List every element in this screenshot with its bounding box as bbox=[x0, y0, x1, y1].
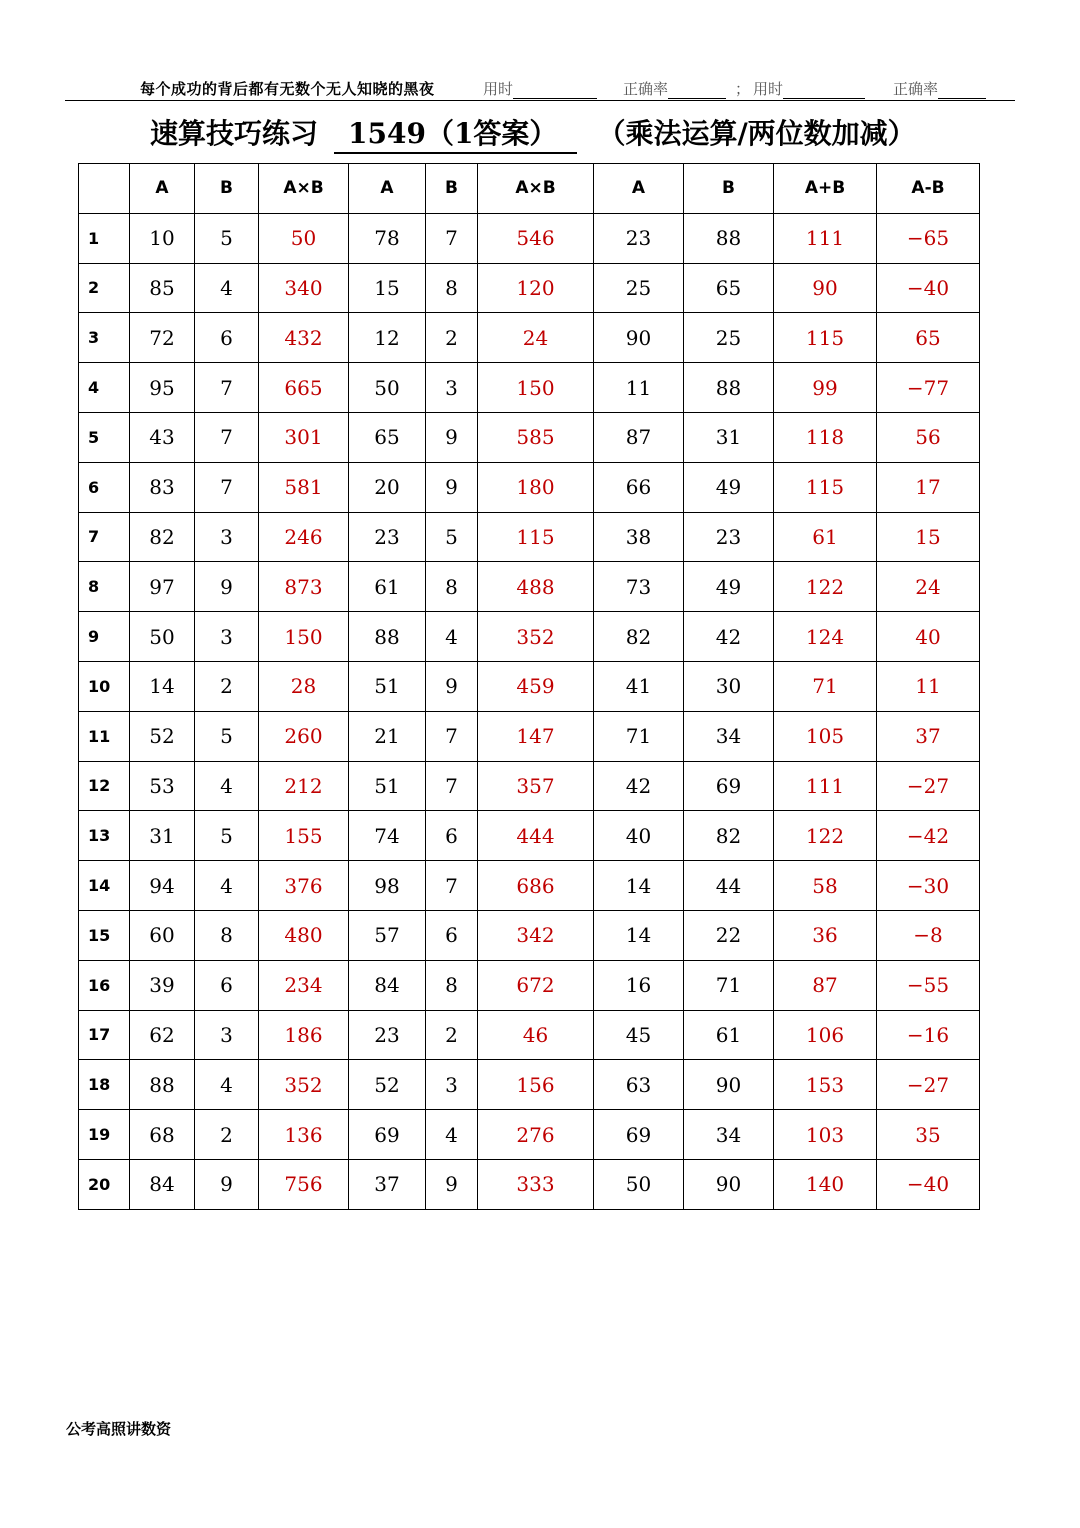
operand-cell: 94 bbox=[130, 861, 195, 911]
operand-cell: 78 bbox=[349, 213, 426, 263]
operand-cell: 14 bbox=[594, 910, 684, 960]
operand-cell: 7 bbox=[195, 363, 259, 413]
operand-cell: 40 bbox=[594, 811, 684, 861]
row-number: 11 bbox=[79, 711, 130, 761]
row-number: 7 bbox=[79, 512, 130, 562]
table-header-row bbox=[79, 164, 980, 214]
operand-cell: 88 bbox=[684, 213, 774, 263]
column-header-axb-6: A×B bbox=[478, 164, 594, 214]
accuracy-label-1: 正确率 bbox=[623, 80, 669, 98]
answer-cell: 118 bbox=[774, 412, 877, 462]
answer-cell: 756 bbox=[259, 1159, 349, 1209]
answer-cell: −8 bbox=[877, 910, 980, 960]
operand-cell: 2 bbox=[426, 313, 478, 363]
answer-cell: 340 bbox=[259, 263, 349, 313]
answer-cell: 140 bbox=[774, 1159, 877, 1209]
answer-cell: 333 bbox=[478, 1159, 594, 1209]
answer-cell: −42 bbox=[877, 811, 980, 861]
answer-cell: 432 bbox=[259, 313, 349, 363]
answer-cell: 15 bbox=[877, 512, 980, 562]
answer-cell: 546 bbox=[478, 213, 594, 263]
operand-cell: 4 bbox=[426, 1110, 478, 1160]
operand-cell: 20 bbox=[349, 462, 426, 512]
answer-cell: 37 bbox=[877, 711, 980, 761]
operand-cell: 71 bbox=[594, 711, 684, 761]
operand-cell: 65 bbox=[684, 263, 774, 313]
table-row bbox=[79, 1010, 980, 1060]
answer-cell: 24 bbox=[877, 562, 980, 612]
answer-cell: 87 bbox=[774, 960, 877, 1010]
answer-cell: −16 bbox=[877, 1010, 980, 1060]
operand-cell: 57 bbox=[349, 910, 426, 960]
row-number: 20 bbox=[79, 1159, 130, 1209]
row-number: 3 bbox=[79, 313, 130, 363]
operand-cell: 3 bbox=[195, 512, 259, 562]
operand-cell: 23 bbox=[684, 512, 774, 562]
operand-cell: 90 bbox=[594, 313, 684, 363]
table-row bbox=[79, 1060, 980, 1110]
answer-cell: 352 bbox=[478, 612, 594, 662]
answer-cell: 56 bbox=[877, 412, 980, 462]
operand-cell: 5 bbox=[426, 512, 478, 562]
operand-cell: 52 bbox=[130, 711, 195, 761]
answer-cell: 672 bbox=[478, 960, 594, 1010]
column-header-index-0 bbox=[79, 164, 130, 214]
operand-cell: 71 bbox=[684, 960, 774, 1010]
operand-cell: 9 bbox=[195, 1159, 259, 1209]
operand-cell: 4 bbox=[195, 761, 259, 811]
answer-cell: −27 bbox=[877, 761, 980, 811]
answer-cell: 136 bbox=[259, 1110, 349, 1160]
operand-cell: 37 bbox=[349, 1159, 426, 1209]
answer-cell: 90 bbox=[774, 263, 877, 313]
operand-cell: 49 bbox=[684, 562, 774, 612]
operand-cell: 25 bbox=[594, 263, 684, 313]
operand-cell: 60 bbox=[130, 910, 195, 960]
title-number: 1549（1答案） bbox=[334, 112, 577, 154]
operand-cell: 3 bbox=[426, 363, 478, 413]
operand-cell: 52 bbox=[349, 1060, 426, 1110]
accuracy-field-2 bbox=[893, 78, 986, 99]
operand-cell: 88 bbox=[130, 1060, 195, 1110]
answer-cell: 459 bbox=[478, 661, 594, 711]
answer-cell: 115 bbox=[478, 512, 594, 562]
table-row bbox=[79, 313, 980, 363]
operand-cell: 34 bbox=[684, 711, 774, 761]
answer-cell: 99 bbox=[774, 363, 877, 413]
operand-cell: 14 bbox=[130, 661, 195, 711]
operand-cell: 8 bbox=[426, 562, 478, 612]
time-field-2 bbox=[753, 78, 865, 99]
operand-cell: 14 bbox=[594, 861, 684, 911]
time-blank-2[interactable] bbox=[783, 84, 865, 99]
answer-cell: 342 bbox=[478, 910, 594, 960]
answer-cell: 65 bbox=[877, 313, 980, 363]
answer-cell: −55 bbox=[877, 960, 980, 1010]
operand-cell: 88 bbox=[684, 363, 774, 413]
operand-cell: 42 bbox=[594, 761, 684, 811]
answer-cell: 105 bbox=[774, 711, 877, 761]
field-separator: ； bbox=[735, 80, 751, 98]
operand-cell: 8 bbox=[426, 960, 478, 1010]
operand-cell: 69 bbox=[684, 761, 774, 811]
operand-cell: 69 bbox=[349, 1110, 426, 1160]
row-number: 8 bbox=[79, 562, 130, 612]
row-number: 9 bbox=[79, 612, 130, 662]
operand-cell: 25 bbox=[684, 313, 774, 363]
practice-table bbox=[78, 163, 980, 1210]
answer-cell: 111 bbox=[774, 761, 877, 811]
answer-cell: 115 bbox=[774, 462, 877, 512]
operand-cell: 9 bbox=[426, 1159, 478, 1209]
operand-cell: 50 bbox=[349, 363, 426, 413]
answer-cell: 686 bbox=[478, 861, 594, 911]
answer-cell: 585 bbox=[478, 412, 594, 462]
answer-cell: 115 bbox=[774, 313, 877, 363]
row-number: 12 bbox=[79, 761, 130, 811]
operand-cell: 39 bbox=[130, 960, 195, 1010]
operand-cell: 9 bbox=[426, 462, 478, 512]
answer-cell: 665 bbox=[259, 363, 349, 413]
operand-cell: 73 bbox=[594, 562, 684, 612]
time-label-2: 用时 bbox=[753, 80, 784, 98]
operand-cell: 4 bbox=[195, 861, 259, 911]
table-row bbox=[79, 1159, 980, 1209]
answer-cell: 111 bbox=[774, 213, 877, 263]
operand-cell: 21 bbox=[349, 711, 426, 761]
answer-cell: −30 bbox=[877, 861, 980, 911]
operand-cell: 3 bbox=[426, 1060, 478, 1110]
column-header-a-plus-b-9: A+B bbox=[774, 164, 877, 214]
operand-cell: 34 bbox=[684, 1110, 774, 1160]
operand-cell: 2 bbox=[195, 1110, 259, 1160]
operand-cell: 51 bbox=[349, 761, 426, 811]
table-row bbox=[79, 910, 980, 960]
operand-cell: 68 bbox=[130, 1110, 195, 1160]
operand-cell: 49 bbox=[684, 462, 774, 512]
answer-cell: 17 bbox=[877, 462, 980, 512]
operand-cell: 7 bbox=[426, 761, 478, 811]
answer-cell: 873 bbox=[259, 562, 349, 612]
operand-cell: 72 bbox=[130, 313, 195, 363]
operand-cell: 42 bbox=[684, 612, 774, 662]
column-header-axb-3: A×B bbox=[259, 164, 349, 214]
answer-cell: 11 bbox=[877, 661, 980, 711]
time-blank-1[interactable] bbox=[513, 84, 597, 99]
accuracy-label-2: 正确率 bbox=[893, 80, 939, 98]
operand-cell: 69 bbox=[594, 1110, 684, 1160]
table-row bbox=[79, 661, 980, 711]
answer-cell: −27 bbox=[877, 1060, 980, 1110]
answer-cell: 46 bbox=[478, 1010, 594, 1060]
operand-cell: 65 bbox=[349, 412, 426, 462]
operand-cell: 23 bbox=[594, 213, 684, 263]
answer-cell: 488 bbox=[478, 562, 594, 612]
row-number: 1 bbox=[79, 213, 130, 263]
answer-cell: 155 bbox=[259, 811, 349, 861]
operand-cell: 84 bbox=[349, 960, 426, 1010]
operand-cell: 83 bbox=[130, 462, 195, 512]
row-number: 15 bbox=[79, 910, 130, 960]
row-number: 14 bbox=[79, 861, 130, 911]
answer-cell: 480 bbox=[259, 910, 349, 960]
row-number: 18 bbox=[79, 1060, 130, 1110]
table-row bbox=[79, 363, 980, 413]
answer-cell: −40 bbox=[877, 1159, 980, 1209]
accuracy-blank-2[interactable] bbox=[938, 84, 986, 99]
operand-cell: 8 bbox=[195, 910, 259, 960]
operand-cell: 44 bbox=[684, 861, 774, 911]
operand-cell: 15 bbox=[349, 263, 426, 313]
table-row bbox=[79, 761, 980, 811]
operand-cell: 53 bbox=[130, 761, 195, 811]
operand-cell: 7 bbox=[426, 213, 478, 263]
operand-cell: 22 bbox=[684, 910, 774, 960]
answer-cell: 260 bbox=[259, 711, 349, 761]
answer-cell: −77 bbox=[877, 363, 980, 413]
table-row bbox=[79, 412, 980, 462]
operand-cell: 82 bbox=[594, 612, 684, 662]
operand-cell: 38 bbox=[594, 512, 684, 562]
answer-cell: 357 bbox=[478, 761, 594, 811]
operand-cell: 30 bbox=[684, 661, 774, 711]
row-number: 19 bbox=[79, 1110, 130, 1160]
operand-cell: 61 bbox=[684, 1010, 774, 1060]
table-row bbox=[79, 861, 980, 911]
operand-cell: 31 bbox=[130, 811, 195, 861]
answer-cell: 40 bbox=[877, 612, 980, 662]
answer-cell: 36 bbox=[774, 910, 877, 960]
column-header-b-5: B bbox=[426, 164, 478, 214]
answer-cell: 180 bbox=[478, 462, 594, 512]
operand-cell: 6 bbox=[195, 313, 259, 363]
answer-cell: 103 bbox=[774, 1110, 877, 1160]
operand-cell: 8 bbox=[426, 263, 478, 313]
row-number: 16 bbox=[79, 960, 130, 1010]
operand-cell: 87 bbox=[594, 412, 684, 462]
operand-cell: 6 bbox=[426, 910, 478, 960]
time-field-1 bbox=[483, 78, 597, 99]
operand-cell: 50 bbox=[594, 1159, 684, 1209]
operand-cell: 23 bbox=[349, 1010, 426, 1060]
operand-cell: 66 bbox=[594, 462, 684, 512]
table-row bbox=[79, 612, 980, 662]
page-title bbox=[150, 112, 916, 152]
operand-cell: 82 bbox=[130, 512, 195, 562]
operand-cell: 4 bbox=[195, 1060, 259, 1110]
answer-cell: 120 bbox=[478, 263, 594, 313]
operand-cell: 2 bbox=[195, 661, 259, 711]
answer-cell: 444 bbox=[478, 811, 594, 861]
answer-cell: −40 bbox=[877, 263, 980, 313]
answer-cell: 376 bbox=[259, 861, 349, 911]
operand-cell: 51 bbox=[349, 661, 426, 711]
operand-cell: 9 bbox=[195, 562, 259, 612]
table-body bbox=[79, 213, 980, 1209]
operand-cell: 95 bbox=[130, 363, 195, 413]
operand-cell: 84 bbox=[130, 1159, 195, 1209]
operand-cell: 82 bbox=[684, 811, 774, 861]
operand-cell: 98 bbox=[349, 861, 426, 911]
row-number: 4 bbox=[79, 363, 130, 413]
motto-text: 每个成功的背后都有无数个无人知晓的黑夜 bbox=[140, 80, 435, 98]
operand-cell: 3 bbox=[195, 1010, 259, 1060]
column-header-b-2: B bbox=[195, 164, 259, 214]
table-row bbox=[79, 811, 980, 861]
answer-cell: 71 bbox=[774, 661, 877, 711]
operand-cell: 90 bbox=[684, 1159, 774, 1209]
operand-cell: 9 bbox=[426, 412, 478, 462]
operand-cell: 5 bbox=[195, 811, 259, 861]
row-number: 6 bbox=[79, 462, 130, 512]
operand-cell: 88 bbox=[349, 612, 426, 662]
column-header-a-7: A bbox=[594, 164, 684, 214]
row-number: 10 bbox=[79, 661, 130, 711]
operand-cell: 97 bbox=[130, 562, 195, 612]
table-row bbox=[79, 711, 980, 761]
table-row bbox=[79, 462, 980, 512]
operand-cell: 7 bbox=[195, 412, 259, 462]
operand-cell: 43 bbox=[130, 412, 195, 462]
table-row bbox=[79, 1110, 980, 1160]
operand-cell: 9 bbox=[426, 661, 478, 711]
column-header-a-minus-b-10: A-B bbox=[877, 164, 980, 214]
column-header-b-8: B bbox=[684, 164, 774, 214]
answer-cell: 147 bbox=[478, 711, 594, 761]
row-number: 5 bbox=[79, 412, 130, 462]
operand-cell: 12 bbox=[349, 313, 426, 363]
row-number: 13 bbox=[79, 811, 130, 861]
accuracy-field-1 bbox=[623, 78, 726, 99]
answer-cell: 150 bbox=[478, 363, 594, 413]
operand-cell: 85 bbox=[130, 263, 195, 313]
operand-cell: 16 bbox=[594, 960, 684, 1010]
column-header-a-4: A bbox=[349, 164, 426, 214]
answer-cell: 301 bbox=[259, 412, 349, 462]
operand-cell: 62 bbox=[130, 1010, 195, 1060]
operand-cell: 10 bbox=[130, 213, 195, 263]
column-header-a-1: A bbox=[130, 164, 195, 214]
accuracy-blank-1[interactable] bbox=[668, 84, 726, 99]
operand-cell: 63 bbox=[594, 1060, 684, 1110]
footer-text: 公考高照讲数资 bbox=[66, 1420, 172, 1438]
operand-cell: 6 bbox=[426, 811, 478, 861]
answer-cell: 124 bbox=[774, 612, 877, 662]
table-row bbox=[79, 213, 980, 263]
answer-cell: 58 bbox=[774, 861, 877, 911]
title-main: 速算技巧练习 bbox=[150, 117, 319, 150]
answer-cell: 212 bbox=[259, 761, 349, 811]
operand-cell: 4 bbox=[195, 263, 259, 313]
answer-cell: 122 bbox=[774, 811, 877, 861]
operand-cell: 45 bbox=[594, 1010, 684, 1060]
answer-cell: 28 bbox=[259, 661, 349, 711]
operand-cell: 7 bbox=[426, 861, 478, 911]
title-subtitle: （乘法运算/两位数加减） bbox=[597, 117, 916, 150]
answer-cell: 106 bbox=[774, 1010, 877, 1060]
answer-cell: 153 bbox=[774, 1060, 877, 1110]
operand-cell: 31 bbox=[684, 412, 774, 462]
operand-cell: 5 bbox=[195, 213, 259, 263]
operand-cell: 3 bbox=[195, 612, 259, 662]
operand-cell: 6 bbox=[195, 960, 259, 1010]
row-number: 2 bbox=[79, 263, 130, 313]
operand-cell: 7 bbox=[195, 462, 259, 512]
answer-cell: 581 bbox=[259, 462, 349, 512]
operand-cell: 74 bbox=[349, 811, 426, 861]
operand-cell: 4 bbox=[426, 612, 478, 662]
answer-cell: 35 bbox=[877, 1110, 980, 1160]
table-row bbox=[79, 562, 980, 612]
table-row bbox=[79, 960, 980, 1010]
time-label-1: 用时 bbox=[483, 80, 514, 98]
operand-cell: 61 bbox=[349, 562, 426, 612]
operand-cell: 41 bbox=[594, 661, 684, 711]
answer-cell: 122 bbox=[774, 562, 877, 612]
answer-cell: 352 bbox=[259, 1060, 349, 1110]
answer-cell: 246 bbox=[259, 512, 349, 562]
answer-cell: 234 bbox=[259, 960, 349, 1010]
answer-cell: 50 bbox=[259, 213, 349, 263]
operand-cell: 5 bbox=[195, 711, 259, 761]
operand-cell: 90 bbox=[684, 1060, 774, 1110]
page-header bbox=[65, 76, 1015, 101]
row-number: 17 bbox=[79, 1010, 130, 1060]
operand-cell: 2 bbox=[426, 1010, 478, 1060]
answer-cell: −65 bbox=[877, 213, 980, 263]
table-row bbox=[79, 512, 980, 562]
answer-cell: 150 bbox=[259, 612, 349, 662]
answer-cell: 276 bbox=[478, 1110, 594, 1160]
answer-cell: 156 bbox=[478, 1060, 594, 1110]
operand-cell: 23 bbox=[349, 512, 426, 562]
answer-cell: 24 bbox=[478, 313, 594, 363]
table-row bbox=[79, 263, 980, 313]
answer-cell: 61 bbox=[774, 512, 877, 562]
operand-cell: 11 bbox=[594, 363, 684, 413]
operand-cell: 50 bbox=[130, 612, 195, 662]
answer-cell: 186 bbox=[259, 1010, 349, 1060]
operand-cell: 7 bbox=[426, 711, 478, 761]
